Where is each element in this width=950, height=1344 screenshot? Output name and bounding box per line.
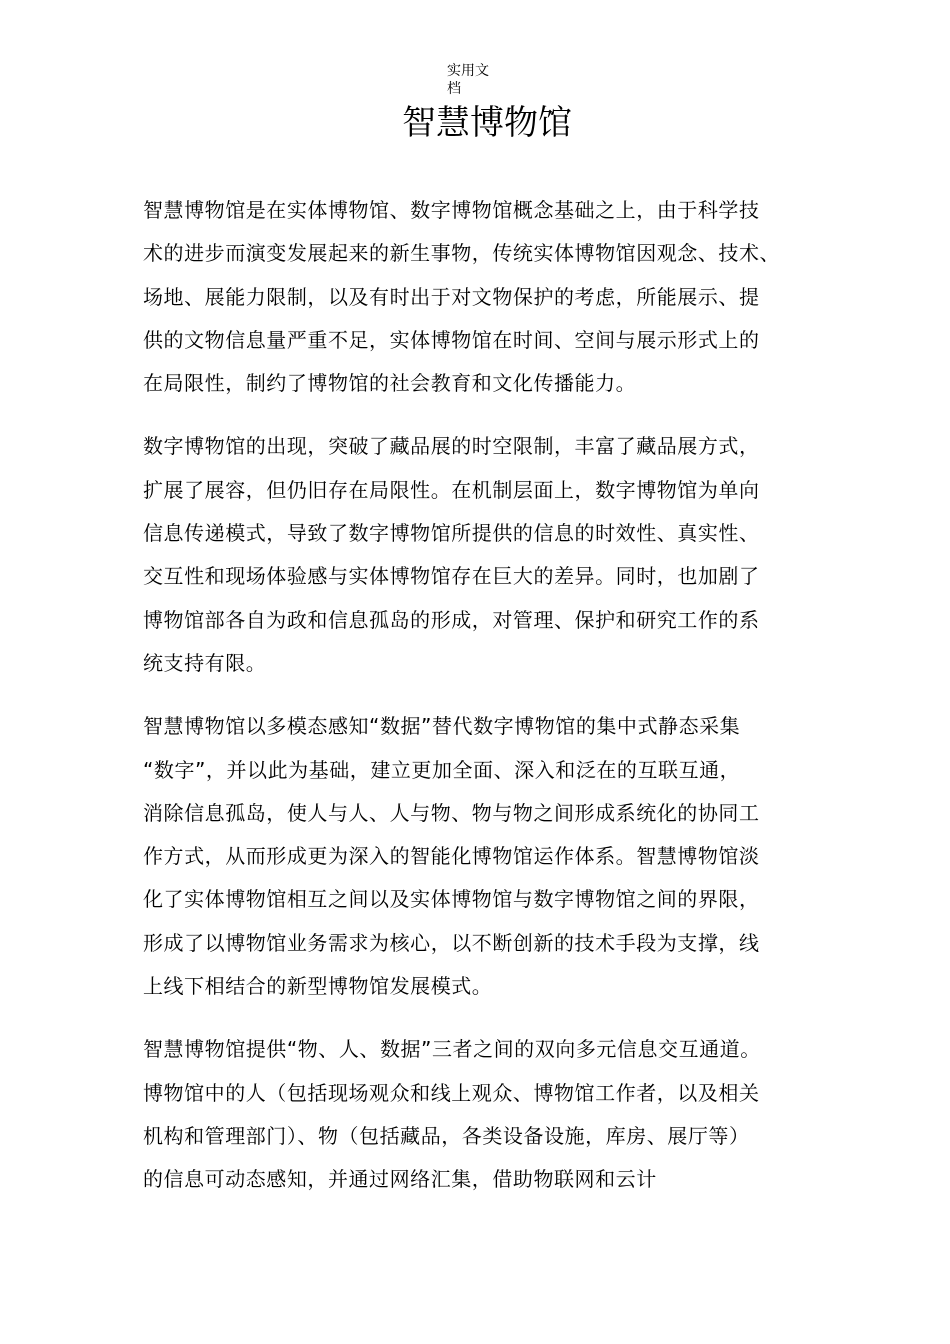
paragraph-line: 在局限性，制约了博物馆的社会教育和文化传播能力。 <box>143 371 637 396</box>
paragraph-line: “数字”，并以此为基础，建立更加全面、深入和泛在的互联互通， <box>143 757 741 782</box>
header-mark: 实用文档 <box>447 63 489 97</box>
paragraph-3 <box>143 705 848 1008</box>
paragraph-2 <box>143 425 848 685</box>
paragraph-line: 术的进步而演变发展起来的新生事物，传统实体博物馆因观念、技术、 <box>143 241 781 266</box>
paragraph-line: 智慧博物馆以多模态感知“数据”替代数字博物馆的集中式静态采集 <box>143 714 741 739</box>
paragraph-line: 上线下相结合的新型博物馆发展模式。 <box>143 974 493 999</box>
paragraph-line: 统支持有限。 <box>143 650 267 675</box>
paragraph-1 <box>143 189 848 405</box>
paragraph-line: 供的文物信息量严重不足，实体博物馆在时间、空间与展示形式上的 <box>143 327 760 352</box>
paragraph-line: 数字博物馆的出现，突破了藏品展的时空限制，丰富了藏品展方式， <box>143 434 760 459</box>
paragraph-line: 智慧博物馆是在实体博物馆、数字博物馆概念基础之上，由于科学技 <box>143 198 760 222</box>
paragraph-line: 消除信息孤岛，使人与人、人与物、物与物之间形成系统化的协同工 <box>143 800 760 825</box>
paragraph-line: 场地、展能力限制，以及有时出于对文物保护的考虑，所能展示、提 <box>143 284 760 309</box>
paragraph-line: 博物馆中的人（包括现场观众和线上观众、博物馆工作者，以及相关 <box>143 1080 760 1105</box>
paragraph-line: 化了实体博物馆相互之间以及实体博物馆与数字博物馆之间的界限， <box>143 887 760 912</box>
document-title: 智慧博物馆 <box>402 103 572 143</box>
paragraph-line: 博物馆部各自为政和信息孤岛的形成，对管理、保护和研究工作的系 <box>143 607 760 632</box>
paragraph-line: 形成了以博物馆业务需求为核心，以不断创新的技术手段为支撑，线 <box>143 930 760 955</box>
paragraph-line: 扩展了展容，但仍旧存在局限性。在机制层面上，数字博物馆为单向 <box>143 477 760 502</box>
document-body <box>143 189 848 1222</box>
paragraph-4 <box>143 1028 848 1201</box>
paragraph-line: 智慧博物馆提供“物、人、数据”三者之间的双向多元信息交互通道。 <box>143 1037 761 1062</box>
paragraph-line: 交互性和现场体验感与实体博物馆存在巨大的差异。同时，也加剧了 <box>143 564 760 589</box>
paragraph-line: 的信息可动态感知，并通过网络汇集，借助物联网和云计 <box>143 1167 657 1192</box>
paragraph-line: 信息传递模式，导致了数字博物馆所提供的信息的时效性、真实性、 <box>143 521 760 546</box>
paragraph-line: 作方式，从而形成更为深入的智能化博物馆运作体系。智慧博物馆淡 <box>143 844 760 869</box>
paragraph-line: 机构和管理部门）、物（包括藏品，各类设备设施，库房、展厅等） <box>143 1123 750 1148</box>
